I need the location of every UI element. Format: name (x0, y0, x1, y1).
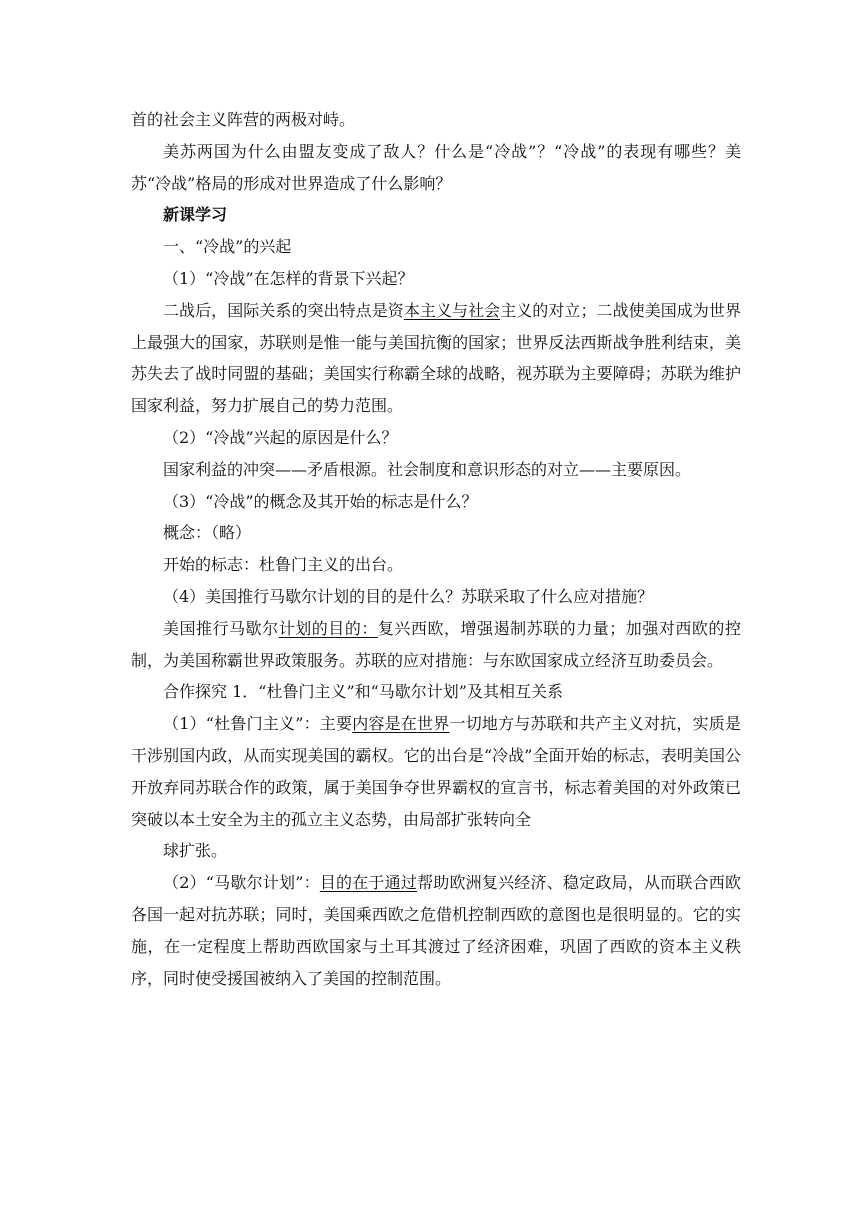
truman-doctrine-paragraph (131, 708, 741, 835)
marshall-text-b: 帮助欧洲复兴经济、稳定政局，从而联合西欧各国一起对抗苏联；同时，美国乘西欧之危借机控制西欧的意图也是很明显的。它的实施，在一定程度上帮助西欧国家与土耳其渡过了经济困难，巩固了西欧的资本主义秩序，同时使受援国被纳入了美国的控制范围。 (131, 873, 741, 988)
answer-4-text-a: 美国推行马歇尔 (163, 618, 279, 638)
answer-4-underlined: 计划的目的： (278, 618, 378, 638)
answer-3-concept: 概念：（略） (163, 523, 252, 543)
answer-1-text-b: 主义的对立；二战使美国成为世界上最强大的国家，苏联则是惟一能与美国抗衡的国家；世界反法西斯战争胜利结束，美苏失去了战时同盟的基础；美国实行称霸全球的战略，视苏联为主要障碍；苏联为维护国家利益，努力扩展自己的势力范围。 (131, 300, 741, 416)
truman-text-b: 一切地方与苏联和共产主义对抗，实质是干涉别国内政，从而实现美国的霸权。它的出台是“冷战”全面开始的标志，表明美国公开放弃同苏联合作的政策，属于美国争夺世界霸权的宣言书，标志着美国的对外政策已突破以本土安全为主的孤立主义态势，由局部扩张转向全 (131, 714, 741, 829)
paragraph-continuation: 首的社会主义阵营的两极对峙。 (131, 110, 356, 129)
answer-1 (131, 295, 741, 422)
truman-text-a: （1）“杜鲁门主义”：主要 (163, 714, 353, 734)
heading-cold-war-rise: 一、“冷战”的兴起 (163, 237, 292, 257)
truman-doctrine-tail: 球扩张。 (163, 841, 228, 861)
answer-3-sign: 开始的标志：杜鲁门主义的出台。 (163, 555, 404, 575)
answer-2: 国家利益的冲突——矛盾根源。社会制度和意识形态的对立——主要原因。 (163, 459, 692, 479)
section-heading-new-lesson: 新课学习 (163, 205, 228, 225)
marshall-plan-paragraph (131, 867, 741, 994)
truman-underlined: 内容是在世界 (352, 714, 450, 734)
answer-4 (131, 613, 741, 677)
document-body (131, 104, 741, 994)
cooperative-inquiry-heading: 合作探究 1．“杜鲁门主义”和“马歇尔计划”及其相互关系 (163, 682, 563, 702)
answer-1-text-a: 二战后，国际关系的突出特点是资 (163, 300, 404, 320)
question-1: （1）“冷战”在怎样的背景下兴起？ (163, 268, 414, 288)
marshall-underlined: 目的在于通过 (319, 873, 418, 893)
marshall-text-a: （2）“马歇尔计划”： (163, 873, 320, 893)
answer-1-underlined: 本主义与社会 (403, 300, 501, 320)
paragraph-intro-questions: 美苏两国为什么由盟友变成了敌人？什么是“冷战”？“冷战”的表现有哪些？美苏“冷战”格局的形成对世界造成了什么影响？ (131, 141, 741, 193)
question-3: （3）“冷战”的概念及其开始的标志是什么？ (163, 491, 478, 511)
question-2: （2）“冷战”兴起的原因是什么？ (163, 427, 398, 447)
question-4: （4）美国推行马歇尔计划的目的是什么？苏联采取了什么应对措施？ (163, 586, 654, 606)
answer-4-text-b: 复兴西欧，增强遏制苏联的力量；加强对西欧的控制，为美国称霸世界政策服务。苏联的应对措施：与东欧国家成立经济互助委员会。 (131, 618, 741, 670)
